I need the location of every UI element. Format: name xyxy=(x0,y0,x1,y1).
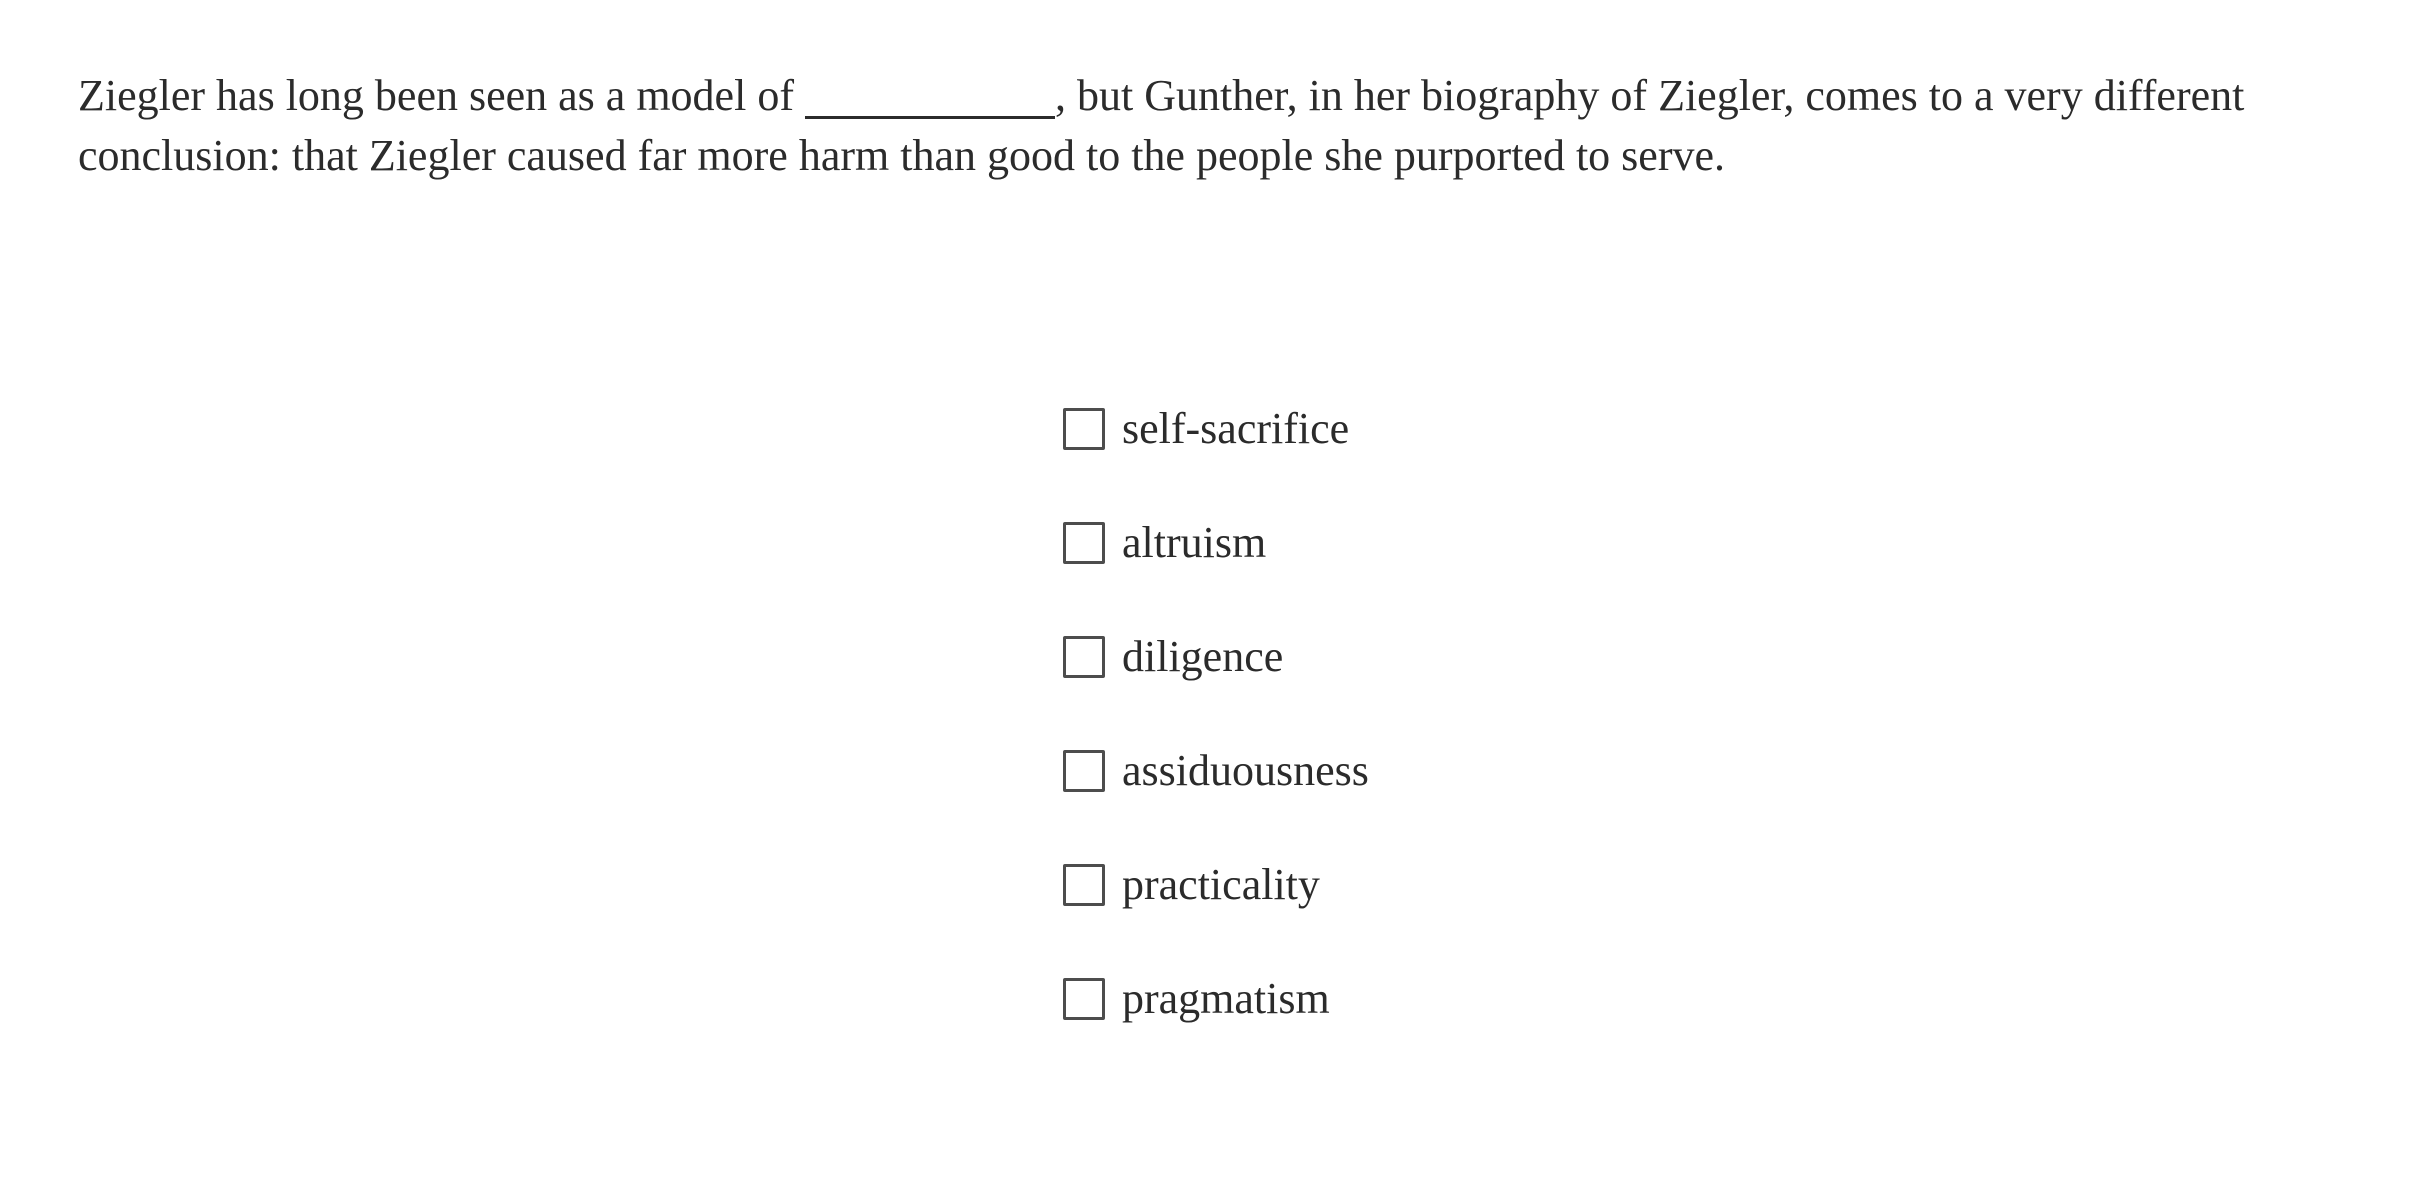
option-checkbox[interactable] xyxy=(1063,408,1105,450)
option-row[interactable] xyxy=(1063,746,1369,795)
option-checkbox[interactable] xyxy=(1063,864,1105,906)
option-label: practicality xyxy=(1122,860,1320,909)
option-row[interactable] xyxy=(1063,518,1369,567)
question-text-before-blank: Ziegler has long been seen as a model of xyxy=(78,71,805,120)
option-checkbox[interactable] xyxy=(1063,636,1105,678)
blank-field xyxy=(805,116,1055,119)
question-text xyxy=(78,66,2358,186)
option-checkbox[interactable] xyxy=(1063,522,1105,564)
option-label: diligence xyxy=(1122,632,1284,681)
option-row[interactable] xyxy=(1063,632,1369,681)
option-row[interactable] xyxy=(1063,404,1369,453)
option-label: self-sacrifice xyxy=(1122,404,1350,453)
option-label: altruism xyxy=(1122,518,1267,567)
option-label: pragmatism xyxy=(1122,974,1330,1023)
option-row[interactable] xyxy=(1063,860,1369,909)
question-text-after-blank: , but Gunther, in her biography of Ziegler, comes to a very different conclusion: that Ziegler caused far more harm than good to the people she purported to serve. xyxy=(78,71,2245,180)
option-checkbox[interactable] xyxy=(1063,978,1105,1020)
option-row[interactable] xyxy=(1063,974,1369,1023)
option-checkbox[interactable] xyxy=(1063,750,1105,792)
option-label: assiduousness xyxy=(1122,746,1369,795)
answer-options-list xyxy=(1063,404,1369,1023)
